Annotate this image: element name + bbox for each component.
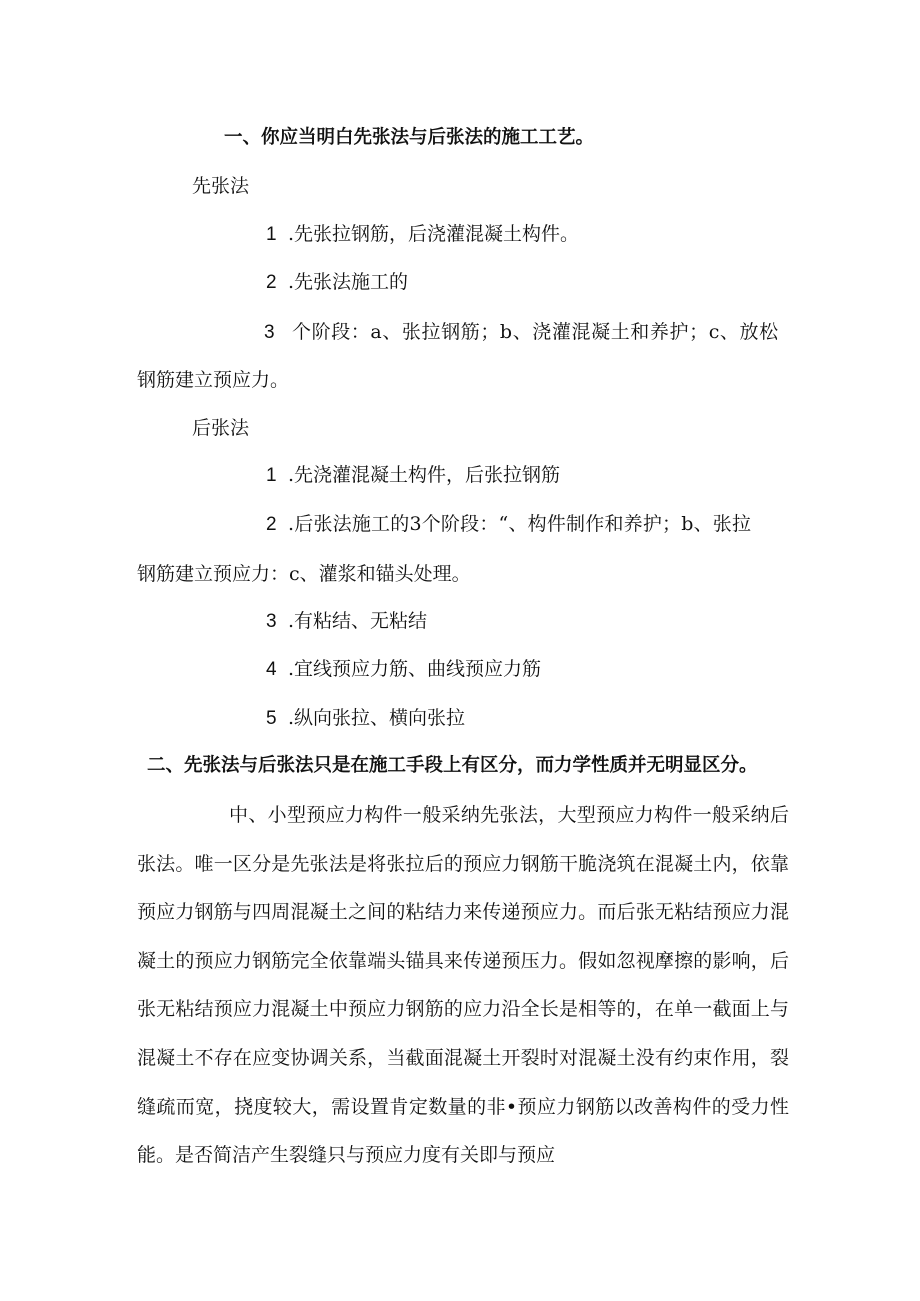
posttension-item-2-continued: 钢筋建立预应力：c、灌浆和锚头处理。 [137, 563, 471, 585]
item-text: .先浇灌混凝土构件，后张拉钢筋 [288, 464, 561, 486]
item-text: 个阶段：a、张拉钢筋；b、浇灌混凝土和养护；c、放松 [292, 321, 779, 343]
item-number: 3 [264, 322, 275, 343]
section1-heading: 一、你应当明白先张法与后张法的施工工艺。 [224, 127, 595, 148]
posttension-title: 后张法 [192, 417, 250, 439]
item-text: .纵向张拉、横向张拉 [288, 707, 466, 729]
item-text: .先张法施工的 [288, 271, 409, 293]
item-text: .有粘结、无粘结 [288, 610, 428, 632]
posttension-item-5 [266, 706, 465, 731]
item-text: .先张拉钢筋，后浇灌混凝土构件。 [288, 223, 580, 245]
item-number: 3 [266, 611, 277, 632]
posttension-item-4 [266, 657, 541, 682]
pretension-item-1 [266, 222, 579, 247]
pretension-item-3-continued: 钢筋建立预应力。 [137, 369, 290, 391]
item-text: .宜线预应力筋、曲线预应力筋 [288, 658, 542, 680]
posttension-item-1 [266, 463, 560, 488]
item-number: 5 [266, 708, 277, 729]
item-number: 4 [266, 659, 277, 680]
section2-paragraph: 中、小型预应力构件一般采纳先张法，大型预应力构件一般采纳后张法。唯一区分是先张法是将张拉后的预应力钢筋干脆浇筑在混凝土内，依靠预应力钢筋与四周混凝土之间的粘结力来传递预应力。而后张无粘结预应力混凝土的预应力钢筋完全依靠端头锚具来传递预压力。假如忽视摩擦的影响，后张无粘结预应力混凝土中预应力钢筋的应力沿全长是相等的，在单一截面上与混凝土不存在应变协调关系，当截面混凝土开裂时对混凝土没有约束作用，裂缝疏而宽，挠度较大，需设置肯定数量的非•预应力钢筋以改善构件的受力性能。是否简洁产生裂缝只与预应力度有关即与预应 [137, 804, 789, 1167]
item-number: 2 [266, 272, 277, 293]
pretension-title: 先张法 [192, 175, 250, 197]
item-text: .后张法施工的3个阶段：“、构件制作和养护；b、张拉 [288, 513, 752, 535]
posttension-item-2 [266, 512, 751, 537]
section2-heading: 二、先张法与后张法只是在施工手段上有区分，而力学性质并无明显区分。 [147, 755, 758, 776]
item-number: 1 [266, 224, 277, 245]
posttension-item-3 [266, 609, 427, 634]
pretension-item-2 [266, 270, 408, 295]
pretension-item-3 [264, 320, 779, 345]
item-number: 2 [266, 514, 277, 535]
item-number: 1 [266, 465, 277, 486]
